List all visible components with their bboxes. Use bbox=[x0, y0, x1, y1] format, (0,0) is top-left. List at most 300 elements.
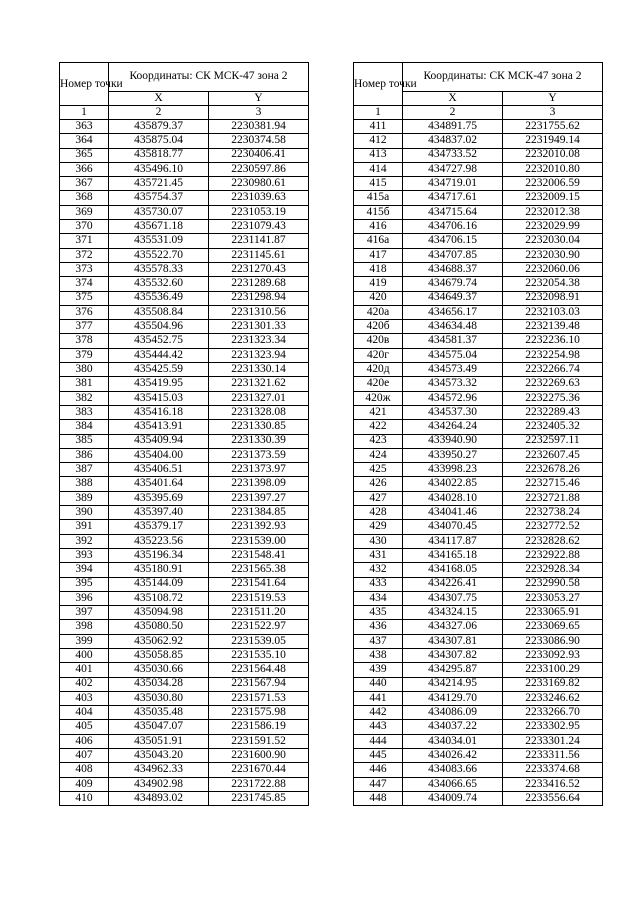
x-coordinate-cell: 434307.75 bbox=[403, 591, 503, 605]
point-number-cell: 394 bbox=[60, 563, 109, 577]
y-coordinate-cell: 2233100.29 bbox=[503, 663, 603, 677]
y-coordinate-cell: 2231397.27 bbox=[209, 491, 309, 505]
y-coordinate-cell: 2232254.98 bbox=[503, 348, 603, 362]
x-coordinate-cell: 435531.09 bbox=[109, 234, 209, 248]
y-coordinate-cell: 2231141.87 bbox=[209, 234, 309, 248]
y-header: Y bbox=[503, 92, 603, 106]
x-coordinate-cell: 434129.70 bbox=[403, 691, 503, 705]
y-coordinate-cell: 2231384.85 bbox=[209, 506, 309, 520]
x-coordinate-cell: 435035.48 bbox=[109, 706, 209, 720]
y-coordinate-cell: 2231330.14 bbox=[209, 363, 309, 377]
point-number-cell: 412 bbox=[354, 134, 403, 148]
x-coordinate-cell: 434715.64 bbox=[403, 205, 503, 219]
y-coordinate-cell: 2231586.19 bbox=[209, 720, 309, 734]
point-number-cell: 390 bbox=[60, 506, 109, 520]
point-number-cell: 388 bbox=[60, 477, 109, 491]
point-number-header: Номер точки bbox=[60, 63, 109, 106]
point-number-cell: 414 bbox=[354, 162, 403, 176]
point-number-cell: 413 bbox=[354, 148, 403, 162]
point-number-cell: 381 bbox=[60, 377, 109, 391]
y-coordinate-cell: 2233302.95 bbox=[503, 720, 603, 734]
column-index-2: 2 bbox=[109, 106, 209, 120]
table-row bbox=[60, 791, 309, 805]
table-row bbox=[60, 148, 309, 162]
y-coordinate-cell: 2233416.52 bbox=[503, 777, 603, 791]
x-coordinate-cell: 433998.23 bbox=[403, 463, 503, 477]
y-coordinate-cell: 2232012.38 bbox=[503, 205, 603, 219]
x-coordinate-cell: 434649.37 bbox=[403, 291, 503, 305]
y-coordinate-cell: 2233374.68 bbox=[503, 763, 603, 777]
point-number-cell: 389 bbox=[60, 491, 109, 505]
y-coordinate-cell: 2232275.36 bbox=[503, 391, 603, 405]
table-row bbox=[60, 720, 309, 734]
table-row bbox=[354, 706, 603, 720]
x-coordinate-cell: 434707.85 bbox=[403, 248, 503, 262]
x-coordinate-cell: 434086.09 bbox=[403, 706, 503, 720]
point-number-cell: 393 bbox=[60, 548, 109, 562]
x-coordinate-cell: 433940.90 bbox=[403, 434, 503, 448]
point-number-cell: 447 bbox=[354, 777, 403, 791]
table-row bbox=[60, 606, 309, 620]
point-number-cell: 444 bbox=[354, 734, 403, 748]
y-coordinate-cell: 2231949.14 bbox=[503, 134, 603, 148]
y-coordinate-cell: 2231310.56 bbox=[209, 305, 309, 319]
table-row bbox=[354, 606, 603, 620]
y-coordinate-cell: 2232607.45 bbox=[503, 448, 603, 462]
y-coordinate-cell: 2233246.62 bbox=[503, 691, 603, 705]
x-coordinate-cell: 435504.96 bbox=[109, 320, 209, 334]
y-coordinate-cell: 2231522.97 bbox=[209, 620, 309, 634]
x-coordinate-cell: 434902.98 bbox=[109, 777, 209, 791]
table-row bbox=[60, 620, 309, 634]
point-number-cell: 420 bbox=[354, 291, 403, 305]
x-coordinate-cell: 435080.50 bbox=[109, 620, 209, 634]
y-coordinate-cell: 2231039.63 bbox=[209, 191, 309, 205]
point-number-cell: 420а bbox=[354, 305, 403, 319]
y-coordinate-cell: 2231548.41 bbox=[209, 548, 309, 562]
table-row bbox=[354, 791, 603, 805]
point-number-cell: 441 bbox=[354, 691, 403, 705]
table-row bbox=[354, 391, 603, 405]
y-coordinate-cell: 2231539.05 bbox=[209, 634, 309, 648]
table-row bbox=[354, 434, 603, 448]
y-coordinate-cell: 2231079.43 bbox=[209, 220, 309, 234]
y-coordinate-cell: 2230381.94 bbox=[209, 120, 309, 134]
x-coordinate-cell: 435043.20 bbox=[109, 749, 209, 763]
table-row bbox=[60, 734, 309, 748]
point-number-cell: 408 bbox=[60, 763, 109, 777]
point-number-cell: 368 bbox=[60, 191, 109, 205]
column-index-3: 3 bbox=[503, 106, 603, 120]
table-row bbox=[60, 334, 309, 348]
y-coordinate-cell: 2231289.68 bbox=[209, 277, 309, 291]
table-row bbox=[354, 620, 603, 634]
y-coordinate-cell: 2232269.63 bbox=[503, 377, 603, 391]
point-number-cell: 409 bbox=[60, 777, 109, 791]
x-coordinate-cell: 435721.45 bbox=[109, 177, 209, 191]
point-number-cell: 375 bbox=[60, 291, 109, 305]
table-row bbox=[60, 563, 309, 577]
table-row bbox=[354, 506, 603, 520]
x-coordinate-cell: 434706.16 bbox=[403, 220, 503, 234]
table-row bbox=[354, 405, 603, 419]
y-header: Y bbox=[209, 92, 309, 106]
y-coordinate-cell: 2231519.53 bbox=[209, 591, 309, 605]
point-number-cell: 429 bbox=[354, 520, 403, 534]
x-coordinate-cell: 435415.03 bbox=[109, 391, 209, 405]
y-coordinate-cell: 2232597.11 bbox=[503, 434, 603, 448]
x-coordinate-cell: 435397.40 bbox=[109, 506, 209, 520]
point-number-cell: 423 bbox=[354, 434, 403, 448]
y-coordinate-cell: 2232715.46 bbox=[503, 477, 603, 491]
y-coordinate-cell: 2232236.10 bbox=[503, 334, 603, 348]
table-row bbox=[354, 420, 603, 434]
y-coordinate-cell: 2231564.48 bbox=[209, 663, 309, 677]
y-coordinate-cell: 2231745.85 bbox=[209, 791, 309, 805]
point-number-cell: 364 bbox=[60, 134, 109, 148]
y-coordinate-cell: 2231327.01 bbox=[209, 391, 309, 405]
y-coordinate-cell: 2232010.08 bbox=[503, 148, 603, 162]
y-coordinate-cell: 2231323.34 bbox=[209, 334, 309, 348]
x-coordinate-cell: 434066.65 bbox=[403, 777, 503, 791]
table-row bbox=[60, 463, 309, 477]
point-number-cell: 392 bbox=[60, 534, 109, 548]
table-row bbox=[354, 577, 603, 591]
point-number-cell: 386 bbox=[60, 448, 109, 462]
table-row bbox=[60, 763, 309, 777]
x-coordinate-cell: 435108.72 bbox=[109, 591, 209, 605]
x-coordinate-cell: 434706.15 bbox=[403, 234, 503, 248]
x-coordinate-cell: 435879.37 bbox=[109, 120, 209, 134]
table-row bbox=[60, 248, 309, 262]
x-coordinate-cell: 434679.74 bbox=[403, 277, 503, 291]
y-coordinate-cell: 2232721.88 bbox=[503, 491, 603, 505]
x-coordinate-cell: 435030.66 bbox=[109, 663, 209, 677]
point-number-cell: 410 bbox=[60, 791, 109, 805]
table-row bbox=[354, 663, 603, 677]
x-coordinate-cell: 435425.59 bbox=[109, 363, 209, 377]
y-coordinate-cell: 2232054.38 bbox=[503, 277, 603, 291]
x-coordinate-cell: 434727.98 bbox=[403, 162, 503, 176]
y-coordinate-cell: 2231301.33 bbox=[209, 320, 309, 334]
y-coordinate-cell: 2232738.24 bbox=[503, 506, 603, 520]
point-number-cell: 366 bbox=[60, 162, 109, 176]
point-number-cell: 433 bbox=[354, 577, 403, 591]
point-number-cell: 432 bbox=[354, 563, 403, 577]
y-coordinate-cell: 2231541.64 bbox=[209, 577, 309, 591]
y-coordinate-cell: 2231321.62 bbox=[209, 377, 309, 391]
point-number-cell: 406 bbox=[60, 734, 109, 748]
table-row bbox=[354, 734, 603, 748]
point-number-cell: 420г bbox=[354, 348, 403, 362]
table-row bbox=[354, 534, 603, 548]
point-number-cell: 417 bbox=[354, 248, 403, 262]
y-coordinate-cell: 2230980.61 bbox=[209, 177, 309, 191]
point-number-cell: 436 bbox=[354, 620, 403, 634]
y-coordinate-cell: 2231535.10 bbox=[209, 648, 309, 662]
point-number-cell: 369 bbox=[60, 205, 109, 219]
point-number-cell: 385 bbox=[60, 434, 109, 448]
point-number-cell: 430 bbox=[354, 534, 403, 548]
table-row bbox=[354, 262, 603, 276]
table-row bbox=[60, 591, 309, 605]
y-coordinate-cell: 2232990.58 bbox=[503, 577, 603, 591]
table-row bbox=[60, 134, 309, 148]
x-coordinate-cell: 434573.32 bbox=[403, 377, 503, 391]
x-coordinate-cell: 435409.94 bbox=[109, 434, 209, 448]
point-number-cell: 422 bbox=[354, 420, 403, 434]
x-coordinate-cell: 435416.18 bbox=[109, 405, 209, 419]
x-coordinate-cell: 434226.41 bbox=[403, 577, 503, 591]
y-coordinate-cell: 2231323.94 bbox=[209, 348, 309, 362]
y-coordinate-cell: 2232030.04 bbox=[503, 234, 603, 248]
table-row bbox=[354, 563, 603, 577]
x-coordinate-cell: 434165.18 bbox=[403, 548, 503, 562]
point-number-cell: 405 bbox=[60, 720, 109, 734]
point-number-cell: 411 bbox=[354, 120, 403, 134]
y-coordinate-cell: 2232405.32 bbox=[503, 420, 603, 434]
table-row bbox=[60, 391, 309, 405]
table-row bbox=[60, 548, 309, 562]
y-coordinate-cell: 2231330.85 bbox=[209, 420, 309, 434]
point-number-cell: 363 bbox=[60, 120, 109, 134]
x-coordinate-cell: 435196.34 bbox=[109, 548, 209, 562]
table-row bbox=[60, 706, 309, 720]
x-coordinate-cell: 434324.15 bbox=[403, 606, 503, 620]
x-coordinate-cell: 434327.06 bbox=[403, 620, 503, 634]
table-row bbox=[354, 377, 603, 391]
table-row bbox=[60, 277, 309, 291]
x-coordinate-cell: 435532.60 bbox=[109, 277, 209, 291]
point-number-cell: 424 bbox=[354, 448, 403, 462]
y-coordinate-cell: 2231392.93 bbox=[209, 520, 309, 534]
table-row bbox=[354, 162, 603, 176]
point-number-cell: 435 bbox=[354, 606, 403, 620]
table-row bbox=[354, 648, 603, 662]
x-coordinate-cell: 435401.64 bbox=[109, 477, 209, 491]
x-coordinate-cell: 434717.61 bbox=[403, 191, 503, 205]
table-row bbox=[60, 691, 309, 705]
x-coordinate-cell: 435030.80 bbox=[109, 691, 209, 705]
point-number-cell: 420в bbox=[354, 334, 403, 348]
x-coordinate-cell: 435062.92 bbox=[109, 634, 209, 648]
table-row bbox=[354, 777, 603, 791]
coordinates-table-left bbox=[59, 62, 309, 806]
table-row bbox=[354, 291, 603, 305]
table-row bbox=[60, 749, 309, 763]
table-row bbox=[354, 305, 603, 319]
point-number-cell: 428 bbox=[354, 506, 403, 520]
x-coordinate-cell: 434572.96 bbox=[403, 391, 503, 405]
table-row bbox=[60, 320, 309, 334]
table-row bbox=[60, 420, 309, 434]
table-row bbox=[60, 663, 309, 677]
x-coordinate-cell: 434037.22 bbox=[403, 720, 503, 734]
x-coordinate-cell: 434307.82 bbox=[403, 648, 503, 662]
column-index-1: 1 bbox=[60, 106, 109, 120]
x-coordinate-cell: 435144.09 bbox=[109, 577, 209, 591]
y-coordinate-cell: 2231591.52 bbox=[209, 734, 309, 748]
y-coordinate-cell: 2231722.88 bbox=[209, 777, 309, 791]
x-coordinate-cell: 435578.33 bbox=[109, 262, 209, 276]
point-number-cell: 440 bbox=[354, 677, 403, 691]
x-coordinate-cell: 435404.00 bbox=[109, 448, 209, 462]
point-number-cell: 434 bbox=[354, 591, 403, 605]
point-number-cell: 448 bbox=[354, 791, 403, 805]
table-row bbox=[354, 277, 603, 291]
point-number-cell: 415б bbox=[354, 205, 403, 219]
y-coordinate-cell: 2233301.24 bbox=[503, 734, 603, 748]
y-coordinate-cell: 2231053.19 bbox=[209, 205, 309, 219]
y-coordinate-cell: 2231670.44 bbox=[209, 763, 309, 777]
point-number-cell: 367 bbox=[60, 177, 109, 191]
table-row bbox=[60, 506, 309, 520]
table-row bbox=[60, 577, 309, 591]
coordinates-header: Координаты: СК МСК-47 зона 2 bbox=[403, 63, 603, 92]
table-row bbox=[354, 491, 603, 505]
table-row bbox=[60, 162, 309, 176]
y-coordinate-cell: 2232266.74 bbox=[503, 363, 603, 377]
x-coordinate-cell: 434893.02 bbox=[109, 791, 209, 805]
column-index-1: 1 bbox=[354, 106, 403, 120]
y-coordinate-cell: 2231270.43 bbox=[209, 262, 309, 276]
point-number-cell: 446 bbox=[354, 763, 403, 777]
table-row bbox=[354, 691, 603, 705]
table-row bbox=[354, 348, 603, 362]
x-coordinate-cell: 434634.48 bbox=[403, 320, 503, 334]
point-number-cell: 445 bbox=[354, 749, 403, 763]
x-coordinate-cell: 434733.52 bbox=[403, 148, 503, 162]
x-coordinate-cell: 434581.37 bbox=[403, 334, 503, 348]
y-coordinate-cell: 2231298.94 bbox=[209, 291, 309, 305]
x-coordinate-cell: 434307.81 bbox=[403, 634, 503, 648]
point-number-cell: 420д bbox=[354, 363, 403, 377]
y-coordinate-cell: 2231373.59 bbox=[209, 448, 309, 462]
y-coordinate-cell: 2233069.65 bbox=[503, 620, 603, 634]
y-coordinate-cell: 2231565.38 bbox=[209, 563, 309, 577]
table-row bbox=[60, 377, 309, 391]
x-coordinate-cell: 435094.98 bbox=[109, 606, 209, 620]
point-number-cell: 415а bbox=[354, 191, 403, 205]
point-number-cell: 374 bbox=[60, 277, 109, 291]
x-header: X bbox=[109, 92, 209, 106]
y-coordinate-cell: 2231600.90 bbox=[209, 749, 309, 763]
point-number-cell: 402 bbox=[60, 677, 109, 691]
x-coordinate-cell: 435034.28 bbox=[109, 677, 209, 691]
x-coordinate-cell: 435452.75 bbox=[109, 334, 209, 348]
table-row bbox=[354, 205, 603, 219]
x-coordinate-cell: 435395.69 bbox=[109, 491, 209, 505]
y-coordinate-cell: 2231373.97 bbox=[209, 463, 309, 477]
y-coordinate-cell: 2231398.09 bbox=[209, 477, 309, 491]
point-number-cell: 416а bbox=[354, 234, 403, 248]
point-number-cell: 442 bbox=[354, 706, 403, 720]
y-coordinate-cell: 2233556.64 bbox=[503, 791, 603, 805]
point-number-cell: 399 bbox=[60, 634, 109, 648]
point-number-cell: 384 bbox=[60, 420, 109, 434]
y-coordinate-cell: 2233065.91 bbox=[503, 606, 603, 620]
table-row bbox=[60, 777, 309, 791]
y-coordinate-cell: 2231571.53 bbox=[209, 691, 309, 705]
x-coordinate-cell: 435671.18 bbox=[109, 220, 209, 234]
table-row bbox=[354, 120, 603, 134]
y-coordinate-cell: 2230406.41 bbox=[209, 148, 309, 162]
table-row bbox=[60, 405, 309, 419]
table-row bbox=[60, 234, 309, 248]
x-coordinate-cell: 435223.56 bbox=[109, 534, 209, 548]
y-coordinate-cell: 2233169.82 bbox=[503, 677, 603, 691]
point-number-cell: 419 bbox=[354, 277, 403, 291]
table-row bbox=[354, 334, 603, 348]
x-coordinate-cell: 435047.07 bbox=[109, 720, 209, 734]
x-coordinate-cell: 434688.37 bbox=[403, 262, 503, 276]
table-row bbox=[354, 134, 603, 148]
x-coordinate-cell: 435051.91 bbox=[109, 734, 209, 748]
point-number-cell: 378 bbox=[60, 334, 109, 348]
x-coordinate-cell: 435379.17 bbox=[109, 520, 209, 534]
x-coordinate-cell: 434537.30 bbox=[403, 405, 503, 419]
table-row bbox=[60, 348, 309, 362]
y-coordinate-cell: 2231539.00 bbox=[209, 534, 309, 548]
table-row bbox=[354, 677, 603, 691]
table-row bbox=[60, 262, 309, 276]
x-coordinate-cell: 435754.37 bbox=[109, 191, 209, 205]
table-row bbox=[354, 749, 603, 763]
x-coordinate-cell: 435730.07 bbox=[109, 205, 209, 219]
point-number-cell: 373 bbox=[60, 262, 109, 276]
x-coordinate-cell: 434009.74 bbox=[403, 791, 503, 805]
x-coordinate-cell: 434034.01 bbox=[403, 734, 503, 748]
point-number-cell: 420б bbox=[354, 320, 403, 334]
table-row bbox=[354, 520, 603, 534]
x-coordinate-cell: 433950.27 bbox=[403, 448, 503, 462]
table-row bbox=[354, 720, 603, 734]
x-coordinate-cell: 435508.84 bbox=[109, 305, 209, 319]
x-coordinate-cell: 435419.95 bbox=[109, 377, 209, 391]
x-coordinate-cell: 434168.05 bbox=[403, 563, 503, 577]
table-row bbox=[60, 363, 309, 377]
y-coordinate-cell: 2230374.58 bbox=[209, 134, 309, 148]
y-coordinate-cell: 2232030.90 bbox=[503, 248, 603, 262]
table-row bbox=[354, 177, 603, 191]
y-coordinate-cell: 2233092.93 bbox=[503, 648, 603, 662]
x-coordinate-cell: 434891.75 bbox=[403, 120, 503, 134]
point-number-cell: 398 bbox=[60, 620, 109, 634]
y-coordinate-cell: 2232103.03 bbox=[503, 305, 603, 319]
x-coordinate-cell: 435496.10 bbox=[109, 162, 209, 176]
y-coordinate-cell: 2232139.48 bbox=[503, 320, 603, 334]
table-row bbox=[354, 234, 603, 248]
table-row bbox=[354, 363, 603, 377]
table-row bbox=[354, 763, 603, 777]
point-number-cell: 401 bbox=[60, 663, 109, 677]
point-number-cell: 425 bbox=[354, 463, 403, 477]
point-number-cell: 427 bbox=[354, 491, 403, 505]
x-coordinate-cell: 434295.87 bbox=[403, 663, 503, 677]
y-coordinate-cell: 2231145.61 bbox=[209, 248, 309, 262]
y-coordinate-cell: 2232006.59 bbox=[503, 177, 603, 191]
y-coordinate-cell: 2231755.62 bbox=[503, 120, 603, 134]
point-number-cell: 431 bbox=[354, 548, 403, 562]
table-row bbox=[60, 648, 309, 662]
x-coordinate-cell: 434837.02 bbox=[403, 134, 503, 148]
point-number-cell: 380 bbox=[60, 363, 109, 377]
table-row bbox=[60, 434, 309, 448]
x-coordinate-cell: 435536.49 bbox=[109, 291, 209, 305]
y-coordinate-cell: 2232010.80 bbox=[503, 162, 603, 176]
x-coordinate-cell: 435875.04 bbox=[109, 134, 209, 148]
table-row bbox=[60, 191, 309, 205]
